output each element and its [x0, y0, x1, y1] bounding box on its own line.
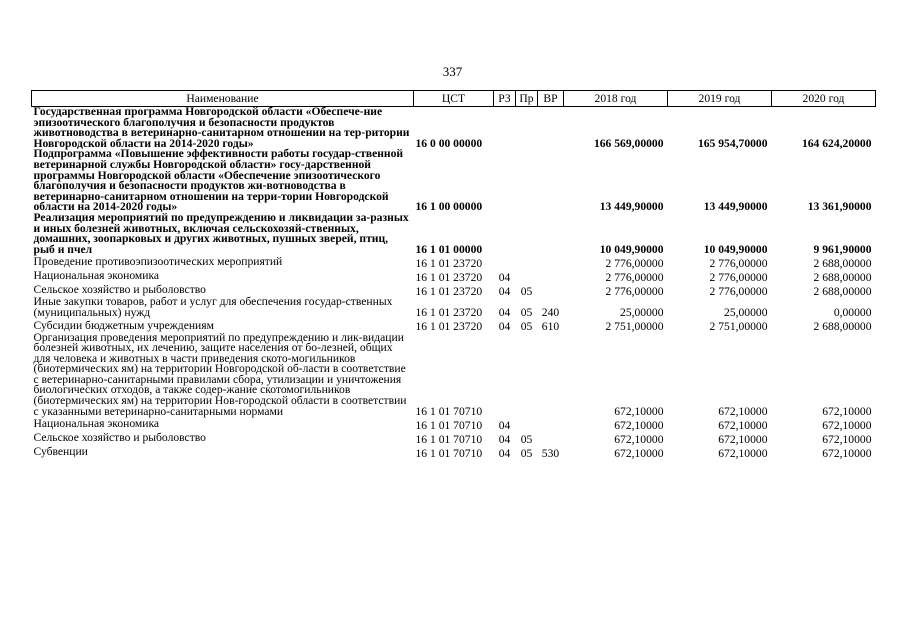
cell-2018: 672,10000: [614, 446, 664, 460]
cell-cst: 16 1 01 23720: [415, 284, 483, 298]
cell-2020: 0,00000: [833, 305, 872, 319]
cell-vr: 610: [541, 319, 560, 333]
cell-2018: 2 776,00000: [605, 284, 664, 298]
table-row: [32, 297, 876, 318]
cell-pr: 05: [520, 284, 533, 298]
cell-rz: 04: [498, 284, 511, 298]
cell-cst: 16 1 00 00000: [415, 200, 483, 214]
table-row: [32, 213, 876, 255]
cell-pr: [516, 333, 538, 418]
table-row: [32, 149, 876, 213]
cell-2018: 2 776,00000: [605, 270, 664, 284]
cell-pr: 05: [520, 319, 533, 333]
cell-name: Субвенции: [33, 445, 88, 459]
cell-name: Сельское хозяйство и рыболовство: [33, 283, 206, 297]
cell-2019: 2 776,00000: [709, 256, 768, 270]
cell-rz: [494, 149, 516, 213]
cell-vr: [538, 417, 564, 431]
header-pr: Пр: [516, 91, 538, 107]
header-2019: 2019 год: [668, 91, 772, 107]
cell-2020: 672,10000: [822, 432, 872, 446]
cell-2019: 2 776,00000: [709, 284, 768, 298]
cell-2019: 25,00000: [724, 305, 768, 319]
cell-cst: 16 0 00 00000: [415, 136, 483, 150]
cell-2020: 2 688,00000: [813, 270, 872, 284]
cell-rz: [494, 213, 516, 255]
table-row: [32, 255, 876, 269]
cell-rz: [494, 255, 516, 269]
cell-2018: 10 049,90000: [599, 242, 664, 256]
cell-pr: [516, 269, 538, 283]
cell-cst: 16 1 01 70710: [415, 446, 483, 460]
cell-2018: 2 751,00000: [605, 319, 664, 333]
cell-2019: 2 776,00000: [709, 270, 768, 284]
cell-name: Сельское хозяйство и рыболовство: [33, 431, 206, 445]
cell-pr: [516, 255, 538, 269]
cell-2020: 2 688,00000: [813, 319, 872, 333]
page-number: 337: [442, 64, 463, 79]
cell-name: Национальная экономика: [33, 417, 160, 431]
cell-2018: 13 449,90000: [599, 200, 664, 214]
cell-cst: 16 1 01 70710: [415, 404, 483, 418]
cell-cst: 16 1 01 23720: [415, 319, 483, 333]
cell-2018: 166 569,00000: [593, 136, 664, 150]
header-rz: РЗ: [494, 91, 516, 107]
cell-vr: [538, 149, 564, 213]
cell-cst: 16 1 01 70710: [415, 432, 483, 446]
cell-2019: 165 954,70000: [697, 136, 768, 150]
cell-name: Проведение противоэпизоотических мероприятий: [33, 255, 283, 269]
cell-vr: 240: [541, 305, 560, 319]
cell-2019: 10 049,90000: [703, 242, 768, 256]
cell-2019: 672,10000: [718, 418, 768, 432]
cell-rz: 04: [498, 319, 511, 333]
table-body: [32, 107, 876, 460]
cell-pr: [516, 213, 538, 255]
cell-2020: 9 961,90000: [813, 242, 872, 256]
cell-name: Субсидии бюджетным учреждениям: [33, 318, 214, 332]
cell-2020: 2 688,00000: [813, 256, 872, 270]
table-row: [32, 269, 876, 283]
cell-2020: 164 624,20000: [801, 136, 872, 150]
cell-name: Организация проведения мероприятий по предупреждению и лик-видации болезней животных, их лечению, защите населения от бо-лезней, общих для человека и животных в части приведения ското-могильников (биотермических ям) на территории Новгородской об-ласти в соответствие с ветеринарно-санитарными правилами сбора, утилизации и уничтожения биологических отходов, а также содер-жание скотомогильников (биотермических ям) на территории Нов-городской области в соответствии с указанными ветеринарно-санитарными нормами: [33, 330, 407, 418]
cell-rz: 04: [498, 446, 511, 460]
cell-2019: 672,10000: [718, 404, 768, 418]
cell-vr: 530: [541, 446, 560, 460]
cell-2018: 672,10000: [614, 418, 664, 432]
cell-rz: [494, 333, 516, 418]
cell-rz: [494, 107, 516, 150]
cell-2020: 672,10000: [822, 446, 872, 460]
cell-pr: [516, 417, 538, 431]
cell-vr: [538, 255, 564, 269]
cell-pr: 05: [520, 446, 533, 460]
cell-2020: 672,10000: [822, 418, 872, 432]
cell-2020: 13 361,90000: [807, 200, 872, 214]
cell-cst: 16 1 01 23720: [415, 270, 483, 284]
cell-cst: 16 1 01 23720: [415, 256, 483, 270]
cell-vr: [538, 269, 564, 283]
cell-name: Иные закупки товаров, работ и услуг для обеспечения государ-ственных (муниципальных) нужд: [33, 295, 393, 319]
table-row: [32, 431, 876, 445]
cell-cst: 16 1 01 23720: [415, 305, 483, 319]
cell-2018: 2 776,00000: [605, 256, 664, 270]
cell-2020: 672,10000: [822, 404, 872, 418]
cell-2019: 13 449,90000: [703, 200, 768, 214]
cell-vr: [538, 283, 564, 297]
cell-vr: [538, 107, 564, 150]
cell-rz: 04: [498, 270, 511, 284]
header-2018: 2018 год: [564, 91, 668, 107]
cell-pr: [516, 107, 538, 150]
cell-name: Подпрограмма «Повышение эффективности работы государ-ственной ветеринарной службы Новгородской области» госу-дарственной программы Новгородской области «Обеспечение эпизоотического благополучия и безопасности продуктов жи-вотноводства в ветеринарно-санитарном отношении на терри-тории Новгородской области на 2014-2020 годы»: [33, 147, 404, 214]
cell-name: Реализация мероприятий по предупреждению и ликвидации за-разных и иных болезней животных, включая сельскохозяй-ственных, домашних, зоопарковых и других животных, пушных зверей, птиц, рыб и пчел: [33, 210, 409, 256]
budget-table: [31, 90, 876, 459]
cell-pr: 05: [520, 305, 533, 319]
cell-rz: 04: [498, 432, 511, 446]
header-name: Наименование: [32, 91, 414, 107]
header-vr: ВР: [538, 91, 564, 107]
header-2020: 2020 год: [772, 91, 876, 107]
cell-2019: 2 751,00000: [709, 319, 768, 333]
table-row: [32, 107, 876, 150]
table-row: [32, 445, 876, 459]
cell-vr: [538, 333, 564, 418]
header-cst: ЦСТ: [414, 91, 494, 107]
cell-2018: 672,10000: [614, 432, 664, 446]
table-row: [32, 417, 876, 431]
cell-vr: [538, 213, 564, 255]
cell-name: Государственная программа Новгородской области «Обеспече-ние эпизоотического благополучия и безопасности продуктов животноводства в ветеринарно-санитарном отношении на тер-ритории Новгородской области на 2014-2020 годы»: [33, 105, 410, 150]
cell-2018: 672,10000: [614, 404, 664, 418]
cell-rz: 04: [498, 305, 511, 319]
table-row: [32, 333, 876, 418]
cell-2019: 672,10000: [718, 432, 768, 446]
cell-cst: 16 1 01 70710: [415, 418, 483, 432]
cell-2019: 672,10000: [718, 446, 768, 460]
cell-vr: [538, 431, 564, 445]
cell-2020: 2 688,00000: [813, 284, 872, 298]
cell-rz: 04: [498, 418, 511, 432]
cell-pr: [516, 149, 538, 213]
cell-2018: 25,00000: [620, 305, 664, 319]
cell-cst: 16 1 01 00000: [415, 242, 483, 256]
cell-name: Национальная экономика: [33, 269, 160, 283]
cell-pr: 05: [520, 432, 533, 446]
